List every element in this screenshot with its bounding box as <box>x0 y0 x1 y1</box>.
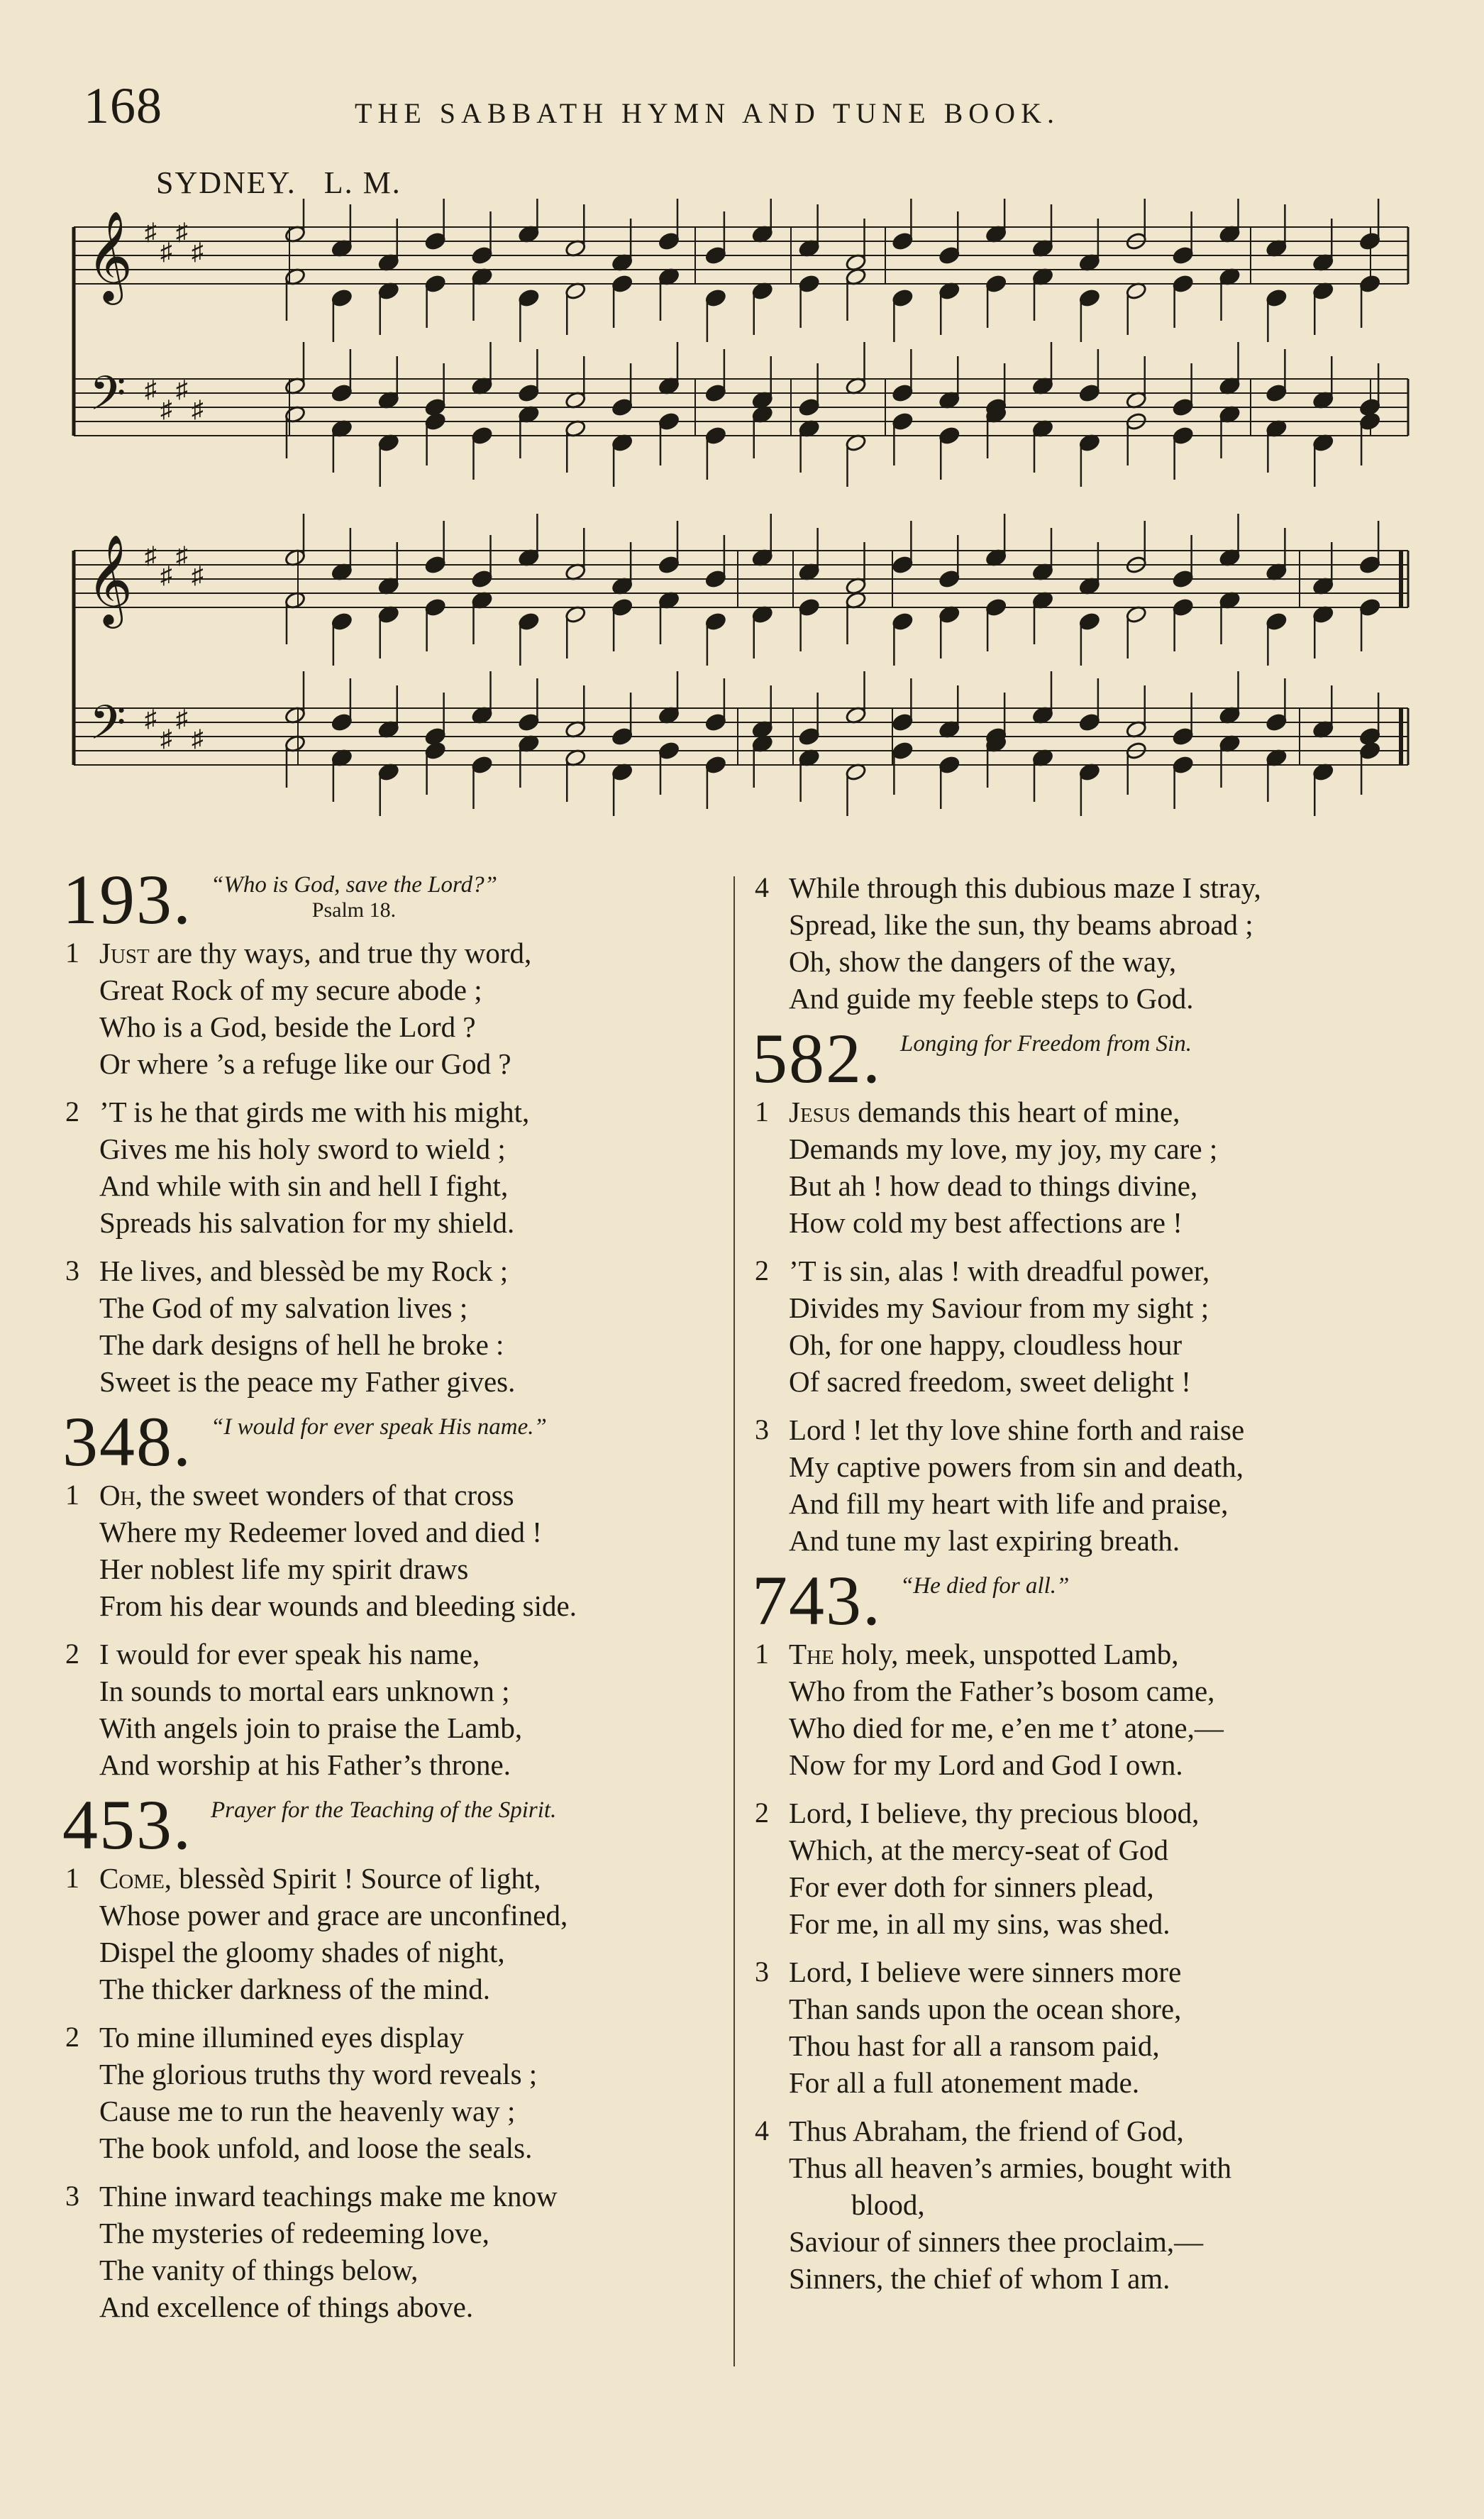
verse <box>752 2112 1419 2297</box>
hymn-title: “He died for all.” <box>900 1573 1070 1599</box>
hymn-heading <box>62 860 722 939</box>
verse-number: 1 <box>755 1096 769 1128</box>
verse-number: 1 <box>65 1862 79 1894</box>
verse-number: 4 <box>755 2115 769 2146</box>
sharp-icon: ♯ <box>176 219 188 246</box>
sharp-icon: ♯ <box>192 726 204 752</box>
verse-line: Thine inward teachings make me know <box>99 2180 558 2212</box>
verse-line: While through this dubious maze I stray, <box>789 871 1261 904</box>
verse-line: Dispel the gloomy shades of night, <box>99 1936 505 1968</box>
verse-line-rest: , the sweet wonders of that cross <box>135 1479 514 1511</box>
hymn-heading <box>752 1561 1419 1640</box>
hymn-743 <box>752 1561 1419 2297</box>
sharp-icon: ♯ <box>192 239 204 265</box>
verse-line: The dark designs of hell he broke : <box>99 1328 504 1361</box>
hymn-number: 582. <box>752 1019 882 1098</box>
sharp-icon: ♯ <box>160 397 172 423</box>
verse-line: Or where ’s a refuge like our God ? <box>99 1047 511 1080</box>
verse-line: The glorious truths thy word reveals ; <box>99 2058 538 2090</box>
sharp-icon: ♯ <box>145 219 157 246</box>
verse-line: Which, at the mercy-seat of God <box>789 1834 1169 1866</box>
verse-line <box>99 935 722 971</box>
verse-line: For all a full atonement made. <box>789 2066 1140 2099</box>
verse-number: 3 <box>755 1956 769 1988</box>
verse-line: And excellence of things above. <box>99 2291 474 2323</box>
hymn-348 <box>62 1402 722 1783</box>
tune-heading <box>156 165 420 201</box>
verse-number: 3 <box>755 1413 769 1445</box>
verse-line: For ever doth for sinners plead, <box>789 1870 1154 1903</box>
verse-line: ’T is he that girds me with his might, <box>99 1096 530 1128</box>
verse <box>752 1093 1419 1241</box>
verse-line: ’T is sin, alas ! with dreadful power, <box>789 1255 1210 1287</box>
hymn-heading <box>62 1785 722 1864</box>
hymn-title-block <box>211 1411 547 1440</box>
hymn-number: 348. <box>62 1402 192 1481</box>
verse-number: 1 <box>65 937 79 969</box>
verse <box>62 1636 722 1783</box>
verse-line: With angels join to praise the Lamb, <box>99 1712 523 1744</box>
verse-line: Thus all heaven’s armies, bought with <box>789 2151 1231 2184</box>
sharp-icon: ♯ <box>176 377 188 403</box>
verse-line: Sweet is the peace my Father gives. <box>99 1365 516 1398</box>
verse <box>62 1477 722 1624</box>
verse-line: Who died for me, e’en me t’ atone,— <box>789 1712 1224 1744</box>
hymn-number: 453. <box>62 1785 192 1864</box>
verse-line: And tune my last expiring breath. <box>789 1524 1180 1557</box>
hymn-title-block <box>211 869 497 923</box>
sharp-icon: ♯ <box>160 563 172 589</box>
clef-icon: 𝄢 <box>89 366 126 432</box>
sharp-icon: ♯ <box>176 543 188 569</box>
verse <box>752 1252 1419 1400</box>
hymn-title-block <box>211 1795 556 1823</box>
verse-line: Great Rock of my secure abode ; <box>99 974 482 1006</box>
sharp-icon: ♯ <box>145 706 157 732</box>
hymn-title: “I would for ever speak His name.” <box>211 1414 547 1440</box>
verse-line: And worship at his Father’s throne. <box>99 1748 511 1781</box>
hymn-453 <box>62 1785 722 2325</box>
music-score <box>0 199 1484 837</box>
verse-initial-word: Just <box>99 937 150 969</box>
left-column <box>62 860 722 2337</box>
hymn-title: Longing for Freedom from Sin. <box>900 1031 1192 1057</box>
verse-line: And fill my heart with life and praise, <box>789 1487 1229 1520</box>
verse-line: Thou hast for all a ransom paid, <box>789 2029 1160 2062</box>
hymn-number: 193. <box>62 860 192 939</box>
verse <box>752 1636 1419 1783</box>
verse-number: 3 <box>65 1255 79 1286</box>
verse-line-rest: demands this heart of mine, <box>850 1096 1180 1128</box>
hymn-title: Prayer for the Teaching of the Spirit. <box>211 1797 557 1823</box>
scripture-reference: Psalm 18. <box>311 898 397 922</box>
verse-number: 2 <box>755 1797 769 1829</box>
verse-line: Oh, for one happy, cloudless hour <box>789 1328 1183 1361</box>
clef-icon: 𝄞 <box>87 534 133 624</box>
hymn-582 <box>752 1019 1419 1559</box>
verse-line-rest: holy, meek, unspotted Lamb, <box>834 1638 1179 1670</box>
verse <box>752 1411 1419 1559</box>
verse-line: For me, in all my sins, was shed. <box>789 1907 1170 1940</box>
verse-initial-word: Come <box>99 1862 165 1895</box>
verse-line: Who from the Father’s bosom came, <box>789 1675 1215 1707</box>
verse-line <box>789 1093 1419 1130</box>
verse-initial-word: Oh <box>99 1479 135 1511</box>
hymn-title-block <box>900 1570 1069 1599</box>
verse-line: Where my Redeemer loved and died ! <box>99 1516 542 1548</box>
verse-line: My captive powers from sin and death, <box>789 1450 1244 1483</box>
verse-line: The thicker darkness of the mind. <box>99 1973 491 2005</box>
verse <box>62 1860 722 2007</box>
verse-number: 2 <box>65 1638 79 1670</box>
verse-line: From his dear wounds and bleeding side. <box>99 1589 577 1622</box>
verse <box>752 869 1419 1017</box>
hymn-title: “Who is God, save the Lord?” <box>211 872 497 898</box>
tune-meter: L. M. <box>323 165 402 200</box>
verse <box>752 1795 1419 1942</box>
verse-line: And while with sin and hell I fight, <box>99 1169 509 1202</box>
verse-line: Spread, like the sun, thy beams abroad ; <box>789 908 1253 941</box>
verse-line: Whose power and grace are unconfined, <box>99 1899 568 1931</box>
verse-line <box>99 1860 722 1897</box>
verse-line: Now for my Lord and God I own. <box>789 1748 1183 1781</box>
verse-line: Cause me to run the heavenly way ; <box>99 2095 516 2127</box>
verse-line: Her noblest life my spirit draws <box>99 1553 469 1585</box>
verse-line: The mysteries of redeeming love, <box>99 2217 489 2249</box>
verse-line: Spreads his salvation for my shield. <box>99 1206 515 1239</box>
verse-line: Sinners, the chief of whom I am. <box>789 2262 1170 2295</box>
verse-line: Oh, show the dangers of the way, <box>789 945 1177 978</box>
sharp-icon: ♯ <box>145 543 157 569</box>
verse-number: 1 <box>65 1479 79 1511</box>
verse-line: Who is a God, beside the Lord ? <box>99 1010 476 1043</box>
verse-number: 2 <box>65 1096 79 1128</box>
verse-line: Lord ! let thy love shine forth and raise <box>789 1413 1245 1446</box>
verse-line: The God of my salvation lives ; <box>99 1291 468 1324</box>
verse-number: 2 <box>65 2021 79 2053</box>
sharp-icon: ♯ <box>145 377 157 403</box>
verse-line <box>99 1477 722 1514</box>
verse-line <box>789 1636 1419 1672</box>
verse-line: Lord, I believe, thy precious blood, <box>789 1797 1200 1829</box>
verse-line: And guide my feeble steps to God. <box>789 982 1194 1015</box>
hymn-title-block <box>900 1028 1192 1057</box>
clef-icon: 𝄢 <box>89 695 126 761</box>
page-number: 168 <box>84 77 162 134</box>
sharp-icon: ♯ <box>192 397 204 423</box>
verse-line: Than sands upon the ocean shore, <box>789 1992 1182 2025</box>
verse-initial-word: The <box>789 1638 834 1670</box>
verse <box>752 1953 1419 2101</box>
verse-line: blood, <box>851 2188 925 2221</box>
hymn-number: 743. <box>752 1561 882 1640</box>
verse-line: Divides my Saviour from my sight ; <box>789 1291 1209 1324</box>
verse-line: How cold my best affections are ! <box>789 1206 1183 1239</box>
hymn-heading <box>752 1019 1419 1098</box>
hymn-453-continued <box>752 869 1419 1017</box>
verse-line: Demands my love, my joy, my care ; <box>789 1132 1218 1165</box>
hymn-193 <box>62 860 722 1400</box>
verse-number: 4 <box>755 871 769 903</box>
verse-number: 2 <box>755 1255 769 1286</box>
tune-name: SYDNEY. <box>156 165 297 200</box>
verse-line: To mine illumined eyes display <box>99 2021 465 2054</box>
clef-icon: 𝄞 <box>87 210 133 301</box>
verse <box>62 1252 722 1400</box>
verse-number: 3 <box>65 2180 79 2212</box>
verse-line: Saviour of sinners thee proclaim,— <box>789 2225 1204 2258</box>
verse-line: Gives me his holy sword to wield ; <box>99 1132 506 1165</box>
verse-line-rest: are thy ways, and true thy word, <box>149 937 532 969</box>
verse-line: Thus Abraham, the friend of God, <box>789 2115 1184 2147</box>
verse-line: Lord, I believe were sinners more <box>789 1956 1182 1988</box>
verse-line: The vanity of things below, <box>99 2254 419 2286</box>
running-title: THE SABBATH HYMN AND TUNE BOOK. <box>355 97 1060 129</box>
verse <box>62 2019 722 2166</box>
sharp-icon: ♯ <box>160 239 172 265</box>
sharp-icon: ♯ <box>160 726 172 752</box>
verse <box>62 1093 722 1241</box>
verse-line: Of sacred freedom, sweet delight ! <box>789 1365 1191 1398</box>
column-divider <box>733 876 735 2366</box>
verse-line: He lives, and blessèd be my Rock ; <box>99 1255 509 1287</box>
verse <box>62 2178 722 2325</box>
verse-initial-word: Jesus <box>789 1096 851 1128</box>
sharp-icon: ♯ <box>192 563 204 589</box>
hymn-heading <box>62 1402 722 1481</box>
verse <box>62 935 722 1082</box>
verse-line: In sounds to mortal ears unknown ; <box>99 1675 510 1707</box>
verse-line: But ah ! how dead to things divine, <box>789 1169 1198 1202</box>
page-header <box>0 77 1484 140</box>
right-column <box>752 869 1419 2308</box>
sharp-icon: ♯ <box>176 706 188 732</box>
verse-line-rest: , blessèd Spirit ! Source of light, <box>164 1862 541 1895</box>
verse-line: I would for ever speak his name, <box>99 1638 480 1670</box>
verse-number: 1 <box>755 1638 769 1670</box>
verse-line: The book unfold, and loose the seals. <box>99 2132 533 2164</box>
